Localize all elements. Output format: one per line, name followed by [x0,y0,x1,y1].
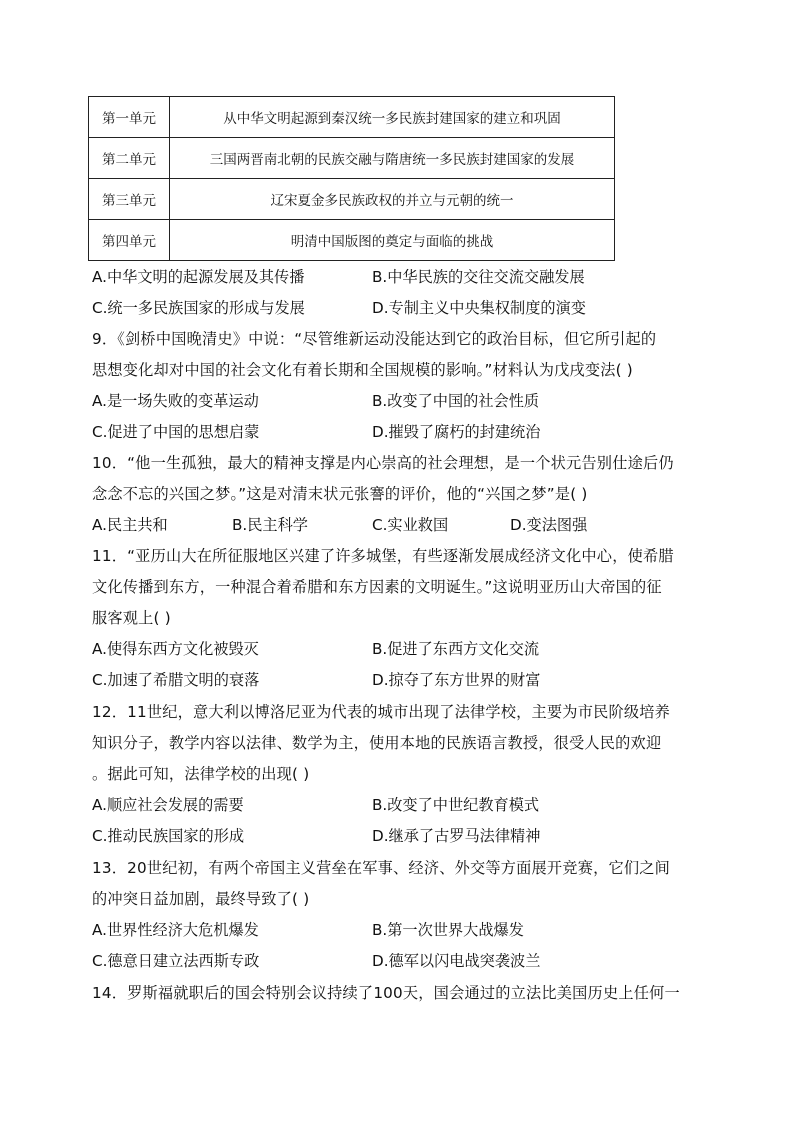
q11-option-d[interactable]: D.掠夺了东方世界的财富 [372,671,541,689]
unit-desc: 从中华文明起源到秦汉统一多民族封建国家的建立和巩固 [170,97,615,138]
q12-option-a[interactable]: A.顺应社会发展的需要 [92,796,244,814]
q9-options-row1 [92,391,712,411]
q9-options-row2 [92,422,712,442]
q12-stem-line: 知识分子，教学内容以法律、数学为主，使用本地的民族语言教授，很受人民的欢迎 [92,734,662,752]
unit-table [88,96,615,261]
q8-options-row1 [92,267,712,287]
q10-option-a[interactable]: A.民主共和 [92,516,168,534]
q12-option-c[interactable]: C.推动民族国家的形成 [92,827,245,845]
unit-name: 第二单元 [89,138,170,179]
unit-row [89,97,615,138]
q11-option-c[interactable]: C.加速了希腊文明的衰落 [92,671,260,689]
q8-option-c[interactable]: C.统一多民族国家的形成与发展 [92,299,305,317]
unit-desc: 辽宋夏金多民族政权的并立与元朝的统一 [170,179,615,220]
q10-option-d[interactable]: D.变法图强 [510,516,588,534]
unit-row [89,138,615,179]
q10-stem-line: 念念不忘的兴国之梦。”这是对清末状元张謇的评价，他的“兴国之梦”是( ) [92,485,588,503]
q11-stem-line: 服客观上( ) [92,609,171,627]
q12-stem-line: 12．11世纪，意大利以博洛尼亚为代表的城市出现了法律学校，主要为市民阶级培养 [92,703,671,721]
q10-options-row [92,515,712,535]
q13-option-d[interactable]: D.德军以闪电战突袭波兰 [372,952,541,970]
q11-option-a[interactable]: A.使得东西方文化被毁灭 [92,640,259,658]
unit-name: 第一单元 [89,97,170,138]
q8-options-row2 [92,298,712,318]
q12-option-b[interactable]: B.改变了中世纪教育模式 [372,796,540,814]
q13-option-c[interactable]: C.德意日建立法西斯专政 [92,952,260,970]
q8-option-a[interactable]: A.中华文明的起源发展及其传播 [92,268,305,286]
unit-desc: 明清中国版图的奠定与面临的挑战 [170,220,615,261]
unit-name: 第四单元 [89,220,170,261]
q13-options-row1 [92,920,712,940]
q12-stem-line: 。据此可知，法律学校的出现( ) [92,765,310,783]
q11-options-row2 [92,670,712,690]
q10-stem-line: 10．“他一生孤独，最大的精神支撑是内心崇高的社会理想，是一个状元告别仕途后仍 [92,454,674,472]
q11-option-b[interactable]: B.促进了东西方文化交流 [372,640,540,658]
q13-options-row2 [92,951,712,971]
q9-option-b[interactable]: B.改变了中国的社会性质 [372,392,540,410]
unit-row [89,179,615,220]
q8-option-d[interactable]: D.专制主义中央集权制度的演变 [372,299,586,317]
q11-stem-line: 文化传播到东方，一种混合着希腊和东方因素的文明诞生。”这说明亚历山大帝国的征 [92,578,662,596]
q10-option-b[interactable]: B.民主科学 [232,516,308,534]
q13-stem-line: 的冲突日益加剧，最终导致了( ) [92,890,310,908]
q9-option-c[interactable]: C.促进了中国的思想启蒙 [92,423,260,441]
q11-stem-line: 11．“亚历山大在所征服地区兴建了许多城堡，有些逐渐发展成经济文化中心，使希腊 [92,547,674,565]
unit-name: 第三单元 [89,179,170,220]
q13-option-a[interactable]: A.世界性经济大危机爆发 [92,921,259,939]
q12-options-row1 [92,795,712,815]
q8-option-b[interactable]: B.中华民族的交往交流交融发展 [372,268,585,286]
q9-stem-line: 9．《剑桥中国晚清史》中说：“尽管维新运动没能达到它的政治目标，但它所引起的 [92,330,657,348]
q12-option-d[interactable]: D.继承了古罗马法律精神 [372,827,541,845]
q13-option-b[interactable]: B.第一次世界大战爆发 [372,921,524,939]
q9-option-a[interactable]: A.是一场失败的变革运动 [92,392,259,410]
q10-option-c[interactable]: C.实业救国 [372,516,449,534]
unit-desc: 三国两晋南北朝的民族交融与隋唐统一多民族封建国家的发展 [170,138,615,179]
q11-options-row1 [92,639,712,659]
q13-stem-line: 13．20世纪初，有两个帝国主义营垒在军事、经济、外交等方面展开竞赛，它们之间 [92,859,671,877]
q9-option-d[interactable]: D.摧毁了腐朽的封建统治 [372,423,541,441]
q14-stem-line: 14．罗斯福就职后的国会特别会议持续了100天，国会通过的立法比美国历史上任何一 [92,984,680,1002]
q12-options-row2 [92,826,712,846]
q9-stem-line: 思想变化却对中国的社会文化有着长期和全国规模的影响。”材料认为戊戌变法( ) [92,361,633,379]
unit-row [89,220,615,261]
